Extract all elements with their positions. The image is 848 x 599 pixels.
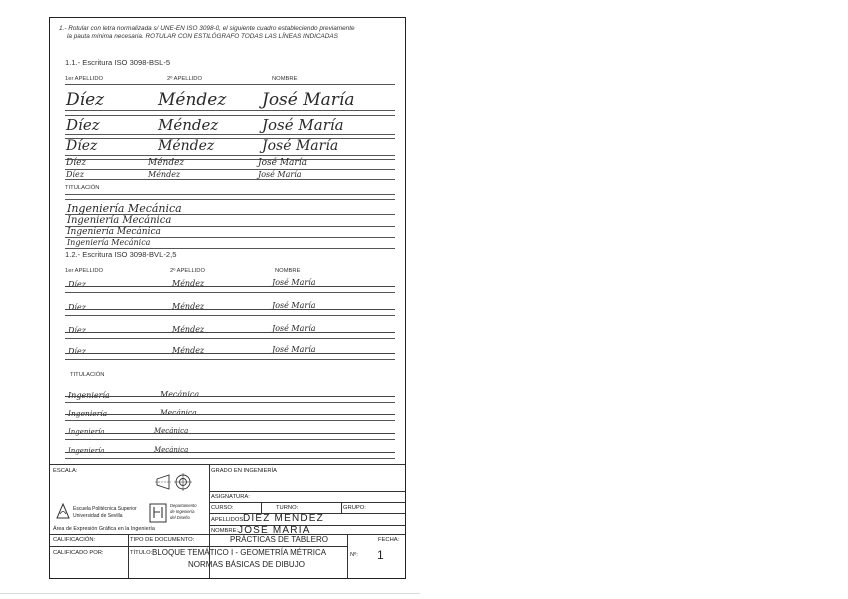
s2-t4-b: Mecánica <box>154 446 189 454</box>
s2-t2-a: Ingeniería <box>68 409 108 418</box>
s1-r4-apellido2: Méndez <box>148 158 185 168</box>
s1-r2-apellido2: Méndez <box>158 116 219 134</box>
s2-col-apellido-1: 1er APELLIDO <box>65 268 104 274</box>
curso-label: CURSO: <box>211 505 234 511</box>
university-name: Universidad de Sevilla <box>73 513 123 519</box>
section-2-title: 1.2.- Escritura ISO 3098-BVL-2,5 <box>65 250 177 259</box>
turno-label: TURNO: <box>276 505 299 511</box>
asignatura-label: ASIGNATURA: <box>211 494 250 500</box>
s1-r3-apellido1: Díez <box>66 138 98 154</box>
s1-titulacion-1: Ingeniería Mecánica <box>67 202 182 215</box>
numero-value: 1 <box>377 548 384 562</box>
s1-titulacion-label: TITULACIÓN <box>65 185 100 191</box>
s2-titulacion-label: TITULACIÓN <box>70 372 105 378</box>
s2-r2-nombre: José María <box>272 301 316 310</box>
s1-col-nombre: NOMBRE <box>272 76 298 82</box>
s2-r3-nombre: José María <box>272 324 316 333</box>
titulo-label: TÍTULO: <box>130 550 153 556</box>
nombre-value: JOSE MARIA <box>238 525 311 536</box>
s2-t3-a: Ingeniería <box>68 428 105 436</box>
fecha-label: FECHA: <box>378 537 400 543</box>
s2-r1-apellido2: Méndez <box>172 279 205 288</box>
s2-r1-nombre: José María <box>272 278 316 287</box>
s2-r3-apellido1: Díez <box>68 326 86 335</box>
tipo-documento-value: PRÁCTICAS DE TABLERO <box>230 535 328 544</box>
page-edge-divider <box>0 593 420 594</box>
school-name: Escuela Politécnica Superior <box>73 506 137 512</box>
s2-t1-a: Ingeniería <box>68 391 110 400</box>
s2-r3-apellido2: Méndez <box>172 325 205 334</box>
s1-r4-nombre: José María <box>258 158 307 168</box>
calificado-por-label: CALIFICADO POR: <box>53 550 104 556</box>
grado-label: GRADO EN INGENIERÍA <box>211 468 278 474</box>
s1-r1-apellido1: Díez <box>66 90 105 110</box>
apellidos-label: APELLIDOS: <box>211 517 245 523</box>
s2-col-apellido-2: 2º APELLIDO <box>170 268 205 274</box>
s1-r3-nombre: José María <box>262 138 339 154</box>
s2-r1-apellido1: Díez <box>68 280 86 289</box>
department-line-2: de Ingeniería <box>170 509 195 514</box>
s2-t4-a: Ingeniería <box>68 447 105 455</box>
s1-r5-apellido2: Méndez <box>148 170 181 179</box>
s1-col-apellido-2: 2º APELLIDO <box>167 76 202 82</box>
grupo-label: GRUPO: <box>343 505 366 511</box>
area-label: Área de Expresión Gráfica en la Ingeniería <box>53 526 155 532</box>
s2-t2-b: Mecánica <box>160 408 197 417</box>
s1-titulacion-4: Ingeniería Mecánica <box>67 238 151 247</box>
titulo-value-2: NORMAS BÁSICAS DE DIBUJO <box>188 560 305 569</box>
s1-r1-apellido2: Méndez <box>158 90 227 110</box>
s2-r4-apellido1: Díez <box>68 347 86 356</box>
s1-r2-apellido1: Díez <box>66 116 100 134</box>
numero-label: Nº: <box>350 552 358 558</box>
university-logo-icon <box>55 503 71 521</box>
s1-r3-apellido2: Méndez <box>158 138 215 154</box>
s2-t1-b: Mecánica <box>160 390 200 399</box>
s1-r1-nombre: José María <box>262 90 355 110</box>
s2-r2-apellido2: Méndez <box>172 302 205 311</box>
s1-r5-apellido1: Díez <box>66 170 84 179</box>
title-block <box>50 464 405 578</box>
department-line-1: Departamento <box>170 503 197 508</box>
tipo-documento-label: TIPO DE DOCUMENTO: <box>130 537 195 543</box>
titulo-value-1: BLOQUE TEMÁTICO I - GEOMETRÍA MÉTRICA <box>152 548 327 557</box>
s1-r2-nombre: José María <box>262 116 344 134</box>
escala-label: ESCALA: <box>53 468 78 474</box>
department-logo-icon <box>148 502 168 524</box>
section-1-title: 1.1.- Escritura ISO 3098-BSL-5 <box>65 58 171 67</box>
projection-symbol-icon <box>155 471 195 493</box>
instruction-line-1: 1.- Rotular con letra normalizada s/ UNE-EN ISO 3098-0, el siguiente cuadro estableciendo previamente <box>59 25 355 32</box>
apellidos-value: DIEZ MENDEZ <box>243 513 324 524</box>
calificacion-label: CALIFICACIÓN: <box>53 537 96 543</box>
drawing-sheet <box>49 17 406 579</box>
s1-titulacion-2: Ingeniería Mecánica <box>67 215 172 226</box>
s2-r4-apellido2: Méndez <box>172 346 205 355</box>
s1-col-apellido-1: 1er APELLIDO <box>65 76 104 82</box>
instruction-line-2: la pauta mínima necesaria. ROTULAR CON ESTILÓGRAFO TODAS LAS LÍNEAS INDICADAS <box>67 33 338 40</box>
nombre-label: NOMBRE: <box>211 528 239 534</box>
s1-titulacion-3: Ingeniería Mecánica <box>67 227 161 237</box>
s1-r4-apellido1: Díez <box>66 158 87 168</box>
department-line-3: del Diseño <box>170 515 190 520</box>
s1-r5-nombre: José María <box>258 170 302 179</box>
s2-r4-nombre: José María <box>272 345 316 354</box>
s2-t3-b: Mecánica <box>154 427 189 435</box>
s2-r2-apellido1: Díez <box>68 303 86 312</box>
s2-col-nombre: NOMBRE <box>275 268 301 274</box>
